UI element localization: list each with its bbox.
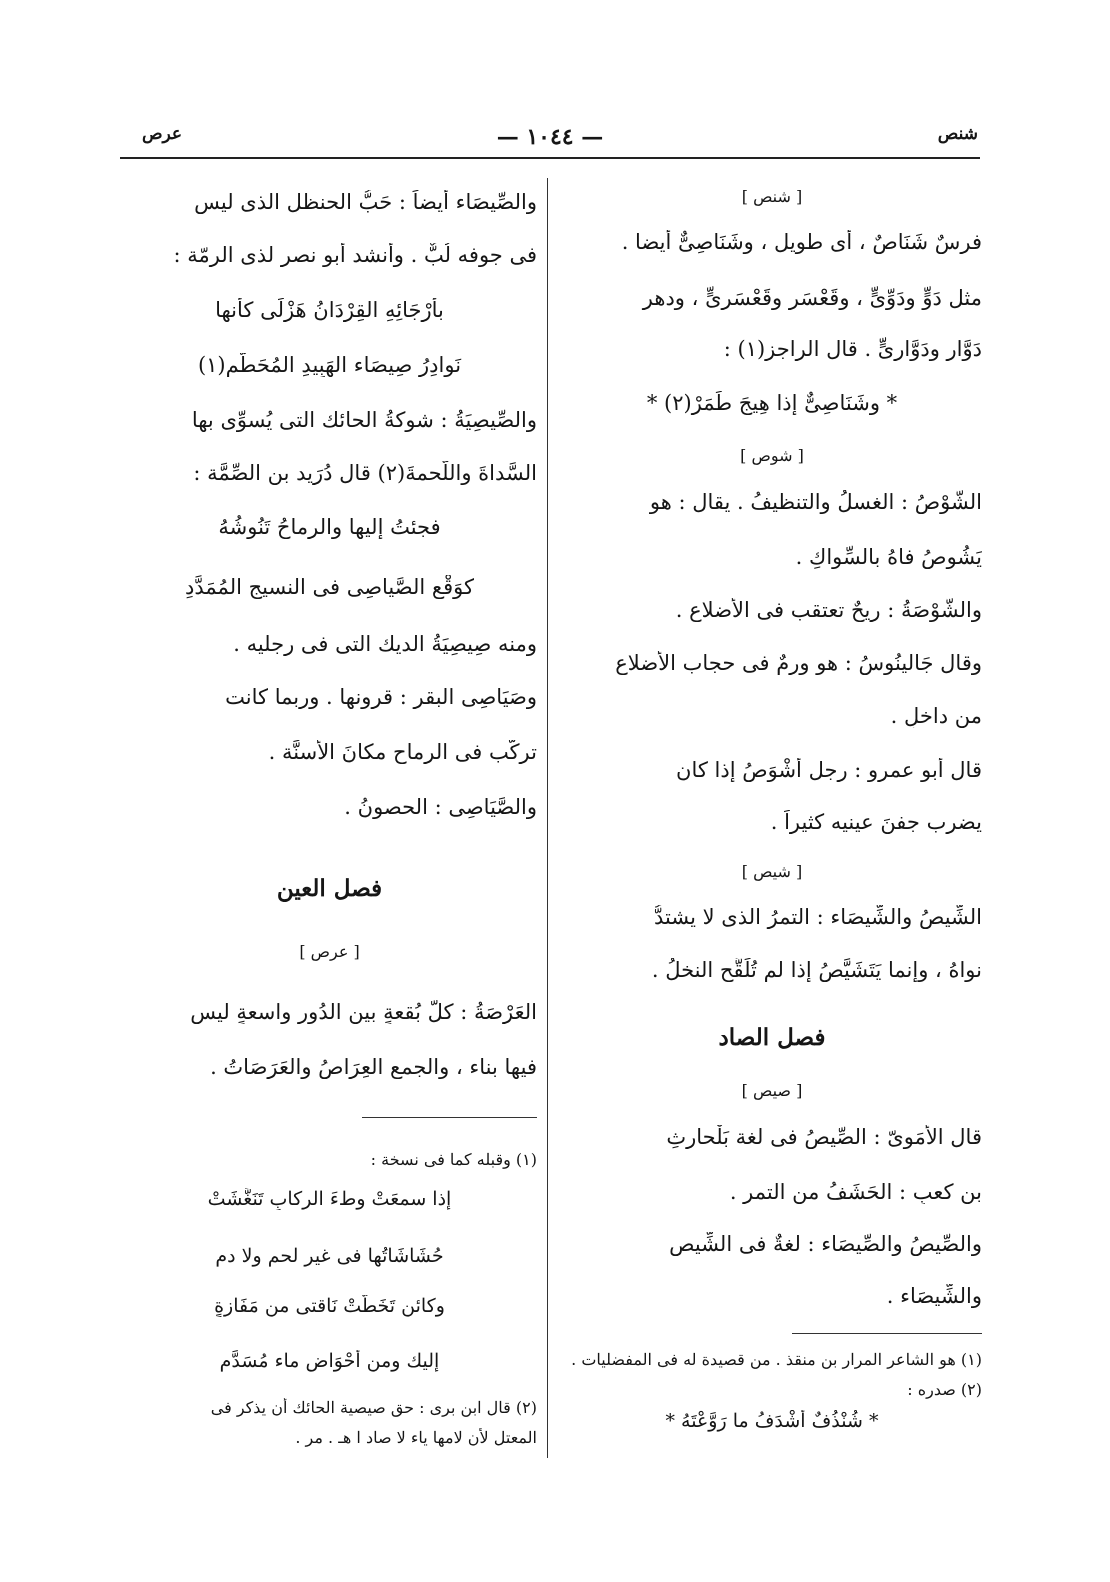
footnote-rule [362, 1117, 537, 1118]
text-line: قال أبو عمرو : رجل أشْوَصُ إذا كان [676, 758, 982, 782]
footnote-line: (٢) صدره : [907, 1380, 982, 1399]
right-column [562, 0, 982, 1500]
text-line: وصَيَاصِى البقرِ : قرونها . وربما كانت [225, 685, 537, 709]
verse-line: فجئتُ إليها والرماحُ تَنُوشُهُ [218, 515, 441, 539]
verse-line: كوَقْعِ الصَّياصِى فى النسيجِ المُمَدَّدِ [185, 575, 474, 599]
text-line: والصِّيصَاء أيضاً : حَبُّ الحنظلِ الذى ليس [194, 190, 537, 214]
footnote-line: المعتل لأن لامها ياء لا صاد ا هـ . مر . [295, 1428, 537, 1447]
verse-line: نَوادِرُ صِيصَاء الهَبِيدِ المُحَطَّمِ(١) [197, 353, 462, 377]
footnote-verse: * شُنْذُفٌ أشْدَفُ ما رَوَّعْتَهُ * [665, 1410, 879, 1432]
entry-heading: [ شنص ] [741, 187, 803, 206]
page-number: — ١٠٤٤ — [496, 124, 604, 150]
text-line: فى جوفه لُبٌّ . وأنشد أبو نصرٍ لذى الرمّة : [173, 243, 537, 267]
text-line: والشَّوْصَةُ : ريحٌ تعتقب فى الأضلاع . [675, 598, 982, 622]
verse-line: بأرْجَائِهِ القِرْدَانُ هَزْلَى كأنها [215, 298, 444, 322]
section-title: فصل الصاد [718, 1024, 826, 1051]
text-line: دَوَّارٍ ودَوَّارِىٍّ . قال الراجز(١) : [723, 337, 982, 361]
text-line: قال الأمَوىّ : الصِّيصُ فى لغة بَلْحارثِ [666, 1125, 982, 1149]
header-right-keyword: شنص [937, 124, 978, 144]
text-line: فيها بناء ، والجمع العِرَاصُ والعَرَصَاتُ . [210, 1055, 537, 1079]
text-line: والشِّيصَاء . [886, 1284, 982, 1308]
text-line: والصِّيصُ والصِّيصَاء : لغةٌ فى الشِّيصِ [669, 1232, 982, 1256]
entry-heading: [ شوص ] [740, 446, 804, 465]
footnote-verse: إذا سمعَتْ وطءَ الركابِ تَنَغَّشَتْ [207, 1188, 452, 1210]
entry-heading: [ شيص ] [741, 862, 803, 881]
column-divider [547, 178, 548, 1458]
header-left-keyword: عرص [142, 124, 183, 144]
footnote-verse: حُشَاشَاتُها فى غير لحمٍ ولا دمِ [215, 1245, 444, 1267]
text-line: من داخلٍ . [890, 704, 982, 728]
footnote-line: (١) وقبله كما فى نسخة : [370, 1150, 537, 1169]
text-line: الشِّيصُ والشِّيصَاء : التمرُ الذى لا يشتدُّ [654, 905, 982, 929]
text-line: ومنه صِيصِيَةُ الديك التى فى رجليه . [233, 632, 537, 656]
text-line: العَرْصَةُ : كلُّ بُقعةٍ بين الدُورِ واسعةٍ ليس [190, 1000, 537, 1024]
text-line: والصِّيصِيَةُ : شوكةُ الحائك التى يُسوِّى بها [191, 408, 537, 432]
entry-heading: [ صيص ] [741, 1081, 803, 1100]
footnote-line: (٢) قال ابن برى : حق صيصية الحائك أن يذكر فى [210, 1398, 537, 1417]
footnote-line: (١) هو الشاعر المرار بن منقذ . من قصيدة له فى المفضليات . [571, 1350, 982, 1369]
text-line: يَشُوصُ فاهُ بالسِّواكِ . [795, 545, 982, 569]
text-line: السَّداةَ واللُّحمةَ(٢) قال دُرَيد بن الصِّمَّة : [193, 461, 537, 485]
footnote-rule [792, 1333, 982, 1334]
text-line: مثل دَوٍّ ودَوِّىٍّ ، وقَعْسَرٍ وقَعْسَرِىٍّ ، ودهرٍ [642, 286, 982, 310]
left-column [122, 0, 537, 1500]
text-line: نواهُ ، وإنما يَتَشَيَّصُ إذا لم تُلَقَّحِ النخلُ . [651, 958, 982, 982]
text-line: بن كعبٍ : الحَشَفُ من التمر . [729, 1180, 982, 1204]
text-line: الشَّوْصُ : الغسلُ والتنظيفُ . يقال : هو [649, 490, 982, 514]
entry-heading: [ عرص ] [299, 942, 360, 961]
section-title: فصل العين [276, 875, 383, 902]
footnote-verse: إليك ومن أحْوَاضِ ماء مُسَدَّمِ [219, 1350, 440, 1372]
text-line: تركَّب فى الرماح مكانَ الأسنَّة . [268, 740, 537, 764]
text-line: والصَّيَاصِى : الحصونُ . [344, 795, 537, 819]
verse-line: * وشَنَاصِىٌّ إذا هِيجَ طَمَرْ(٢) * [646, 391, 898, 415]
footnote-verse: وكائن تَخَطَّتْ نَاقتى من مَفَازةٍ [214, 1295, 445, 1317]
text-line: فرسٌ شَنَاصٌ ، أى طويل ، وشَنَاصِىٌّ أيضا . [621, 230, 982, 254]
text-line: يضرب جفنَ عينيه كثيراً . [770, 810, 982, 834]
text-line: وقال جَالينُوسُ : هو ورمٌ فى حجاب الأضلاع [615, 651, 982, 675]
